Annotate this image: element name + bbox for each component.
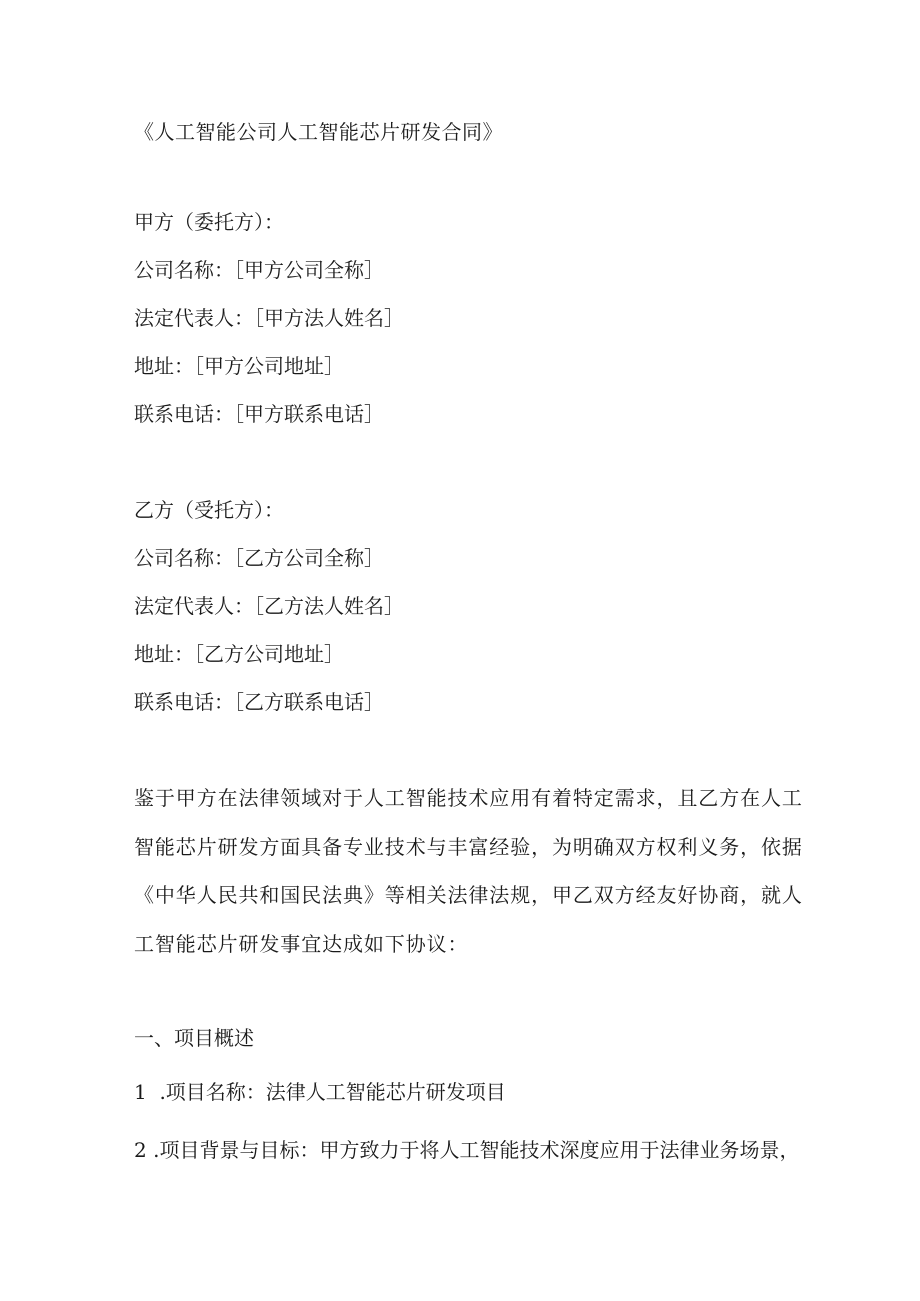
party-b-company: 公司名称：［乙方公司全称］ [134, 546, 384, 570]
preamble-line: 鉴于甲方在法律领域对于人工智能技术应用有着特定需求，且乙方在人工 [134, 786, 803, 810]
party-a-heading: 甲方（委托方）： [134, 210, 284, 234]
section-1-heading: 一、项目概述 [134, 1026, 254, 1050]
section-1-item-2: 2 .项目背景与目标：甲方致力于将人工智能技术深度应用于法律业务场景， [134, 1138, 800, 1162]
party-b-representative: 法定代表人：［乙方法人姓名］ [134, 594, 404, 618]
party-a-representative: 法定代表人：［甲方法人姓名］ [134, 306, 404, 330]
preamble-line: 工智能芯片研发事宜达成如下协议： [134, 931, 469, 956]
party-b-address: 地址：［乙方公司地址］ [134, 642, 344, 666]
preamble-line: 《中华人民共和国民法典》等相关法律法规，甲乙双方经友好协商，就人 [134, 883, 803, 907]
document-title: 《人工智能公司人工智能芯片研发合同》 [134, 120, 503, 144]
party-b-heading: 乙方（受托方）： [134, 498, 284, 522]
party-b-phone: 联系电话：［乙方联系电话］ [134, 690, 384, 714]
preamble-line: 智能芯片研发方面具备专业技术与丰富经验，为明确双方权利义务，依据 [134, 834, 803, 859]
party-a-address: 地址：［甲方公司地址］ [134, 354, 344, 378]
preamble-paragraph [134, 774, 803, 968]
party-a-phone: 联系电话：［甲方联系电话］ [134, 402, 384, 426]
party-a-company: 公司名称：［甲方公司全称］ [134, 258, 384, 282]
section-1-item-1: 1 .项目名称：法律人工智能芯片研发项目 [134, 1080, 506, 1104]
